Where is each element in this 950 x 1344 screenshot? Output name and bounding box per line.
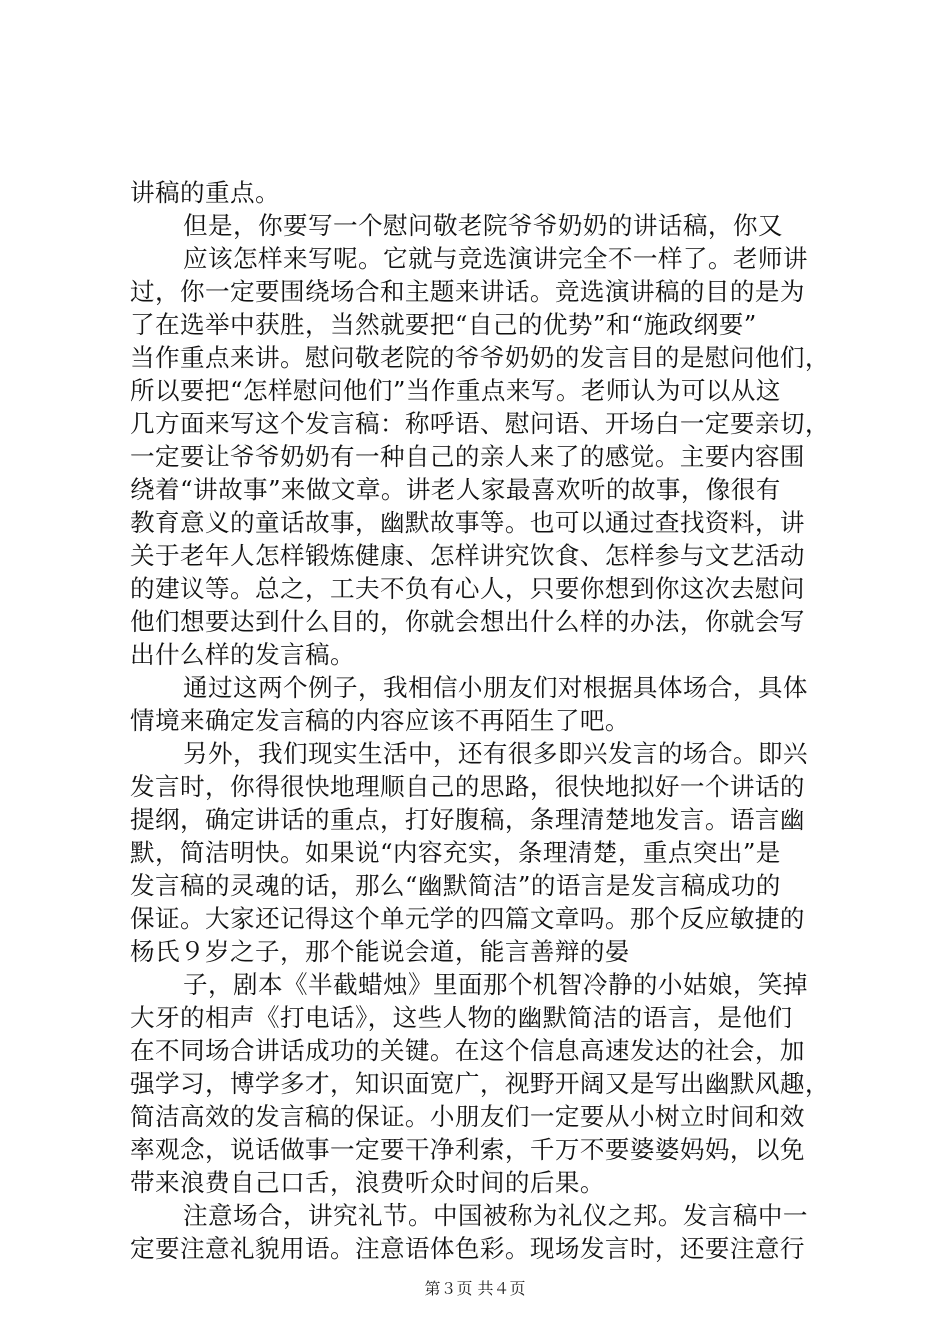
text-line: 保证。大家还记得这个单元学的四篇文章吗。那个反应敏捷的	[130, 904, 805, 933]
text-line: 大牙的相声《打电话》，这些人物的幽默简洁的语言，是他们	[130, 1003, 793, 1032]
text-line: 当作重点来讲。慰问敬老院的爷爷奶奶的发言目的是慰问他们，	[130, 343, 830, 372]
text-line: 带来浪费自己口舌，浪费听众时间的后果。	[130, 1168, 605, 1197]
text-line: 率观念，说话做事一定要干净利索，千万不要婆婆妈妈，以免	[130, 1135, 805, 1164]
text-line: 一定要让爷爷奶奶有一种自己的亲人来了的感觉。主要内容围	[130, 442, 805, 471]
text-line: 简洁高效的发言稿的保证。小朋友们一定要从小树立时间和效	[130, 1102, 805, 1131]
text-line: 所以要把“怎样慰问他们”当作重点来写。老师认为可以从这	[130, 376, 781, 405]
text-line: 讲稿的重点。	[130, 178, 280, 207]
text-line: 但是，你要写一个慰问敬老院爷爷奶奶的讲话稿，你又	[183, 211, 783, 240]
text-line: 另外，我们现实生活中，还有很多即兴发言的场合。即兴	[183, 739, 808, 768]
page-footer: 第３页 共４页	[424, 1279, 526, 1298]
text-line: 关于老年人怎样锻炼健康、怎样讲究饮食、怎样参与文艺活动	[130, 541, 805, 570]
text-line: 在不同场合讲话成功的关键。在这个信息高速发达的社会，加	[130, 1036, 805, 1065]
text-line: 定要注意礼貌用语。注意语体色彩。现场发言时，还要注意行	[130, 1234, 805, 1263]
text-line: 注意场合，讲究礼节。中国被称为礼仪之邦。发言稿中一	[183, 1201, 808, 1230]
text-line: 杨氏９岁之子，那个能说会道，能言善辩的晏	[130, 937, 630, 966]
text-line: 应该怎样来写呢。它就与竞选演讲完全不一样了。老师讲	[183, 244, 808, 273]
text-line: 发言时，你得很快地理顺自己的思路，很快地拟好一个讲话的	[130, 772, 805, 801]
text-line: 了在选举中获胜，当然就要把“自己的优势”和“施政纲要”	[130, 310, 757, 339]
text-line: 子，剧本《半截蜡烛》里面那个机智冷静的小姑娘，笑掉	[183, 970, 808, 999]
text-line: 教育意义的童话故事，幽默故事等。也可以通过查找资料，讲	[130, 508, 805, 537]
text-line: 提纲，确定讲话的重点，打好腹稿，条理清楚地发言。语言幽	[130, 805, 805, 834]
text-line: 出什么样的发言稿。	[130, 640, 355, 669]
text-line: 强学习，博学多才，知识面宽广，视野开阔又是写出幽默风趣，	[130, 1069, 830, 1098]
text-line: 他们想要达到什么目的，你就会想出什么样的办法，你就会写	[130, 607, 805, 636]
text-line: 通过这两个例子，我相信小朋友们对根据具体场合，具体	[183, 673, 808, 702]
text-line: 过，你一定要围绕场合和主题来讲话。竞选演讲稿的目的是为	[130, 277, 805, 306]
text-line: 几方面来写这个发言稿：称呼语、慰问语、开场白一定要亲切，	[130, 409, 830, 438]
text-line: 发言稿的灵魂的话，那么“幽默简洁”的语言是发言稿成功的	[130, 871, 781, 900]
text-line: 默，简洁明快。如果说“内容充实，条理清楚，重点突出”是	[130, 838, 781, 867]
text-line: 绕着“讲故事”来做文章。讲老人家最喜欢听的故事，像很有	[130, 475, 781, 504]
text-line: 情境来确定发言稿的内容应该不再陌生了吧。	[130, 706, 630, 735]
document-body	[130, 176, 835, 1265]
text-line: 的建议等。总之，工夫不负有心人，只要你想到你这次去慰问	[130, 574, 805, 603]
